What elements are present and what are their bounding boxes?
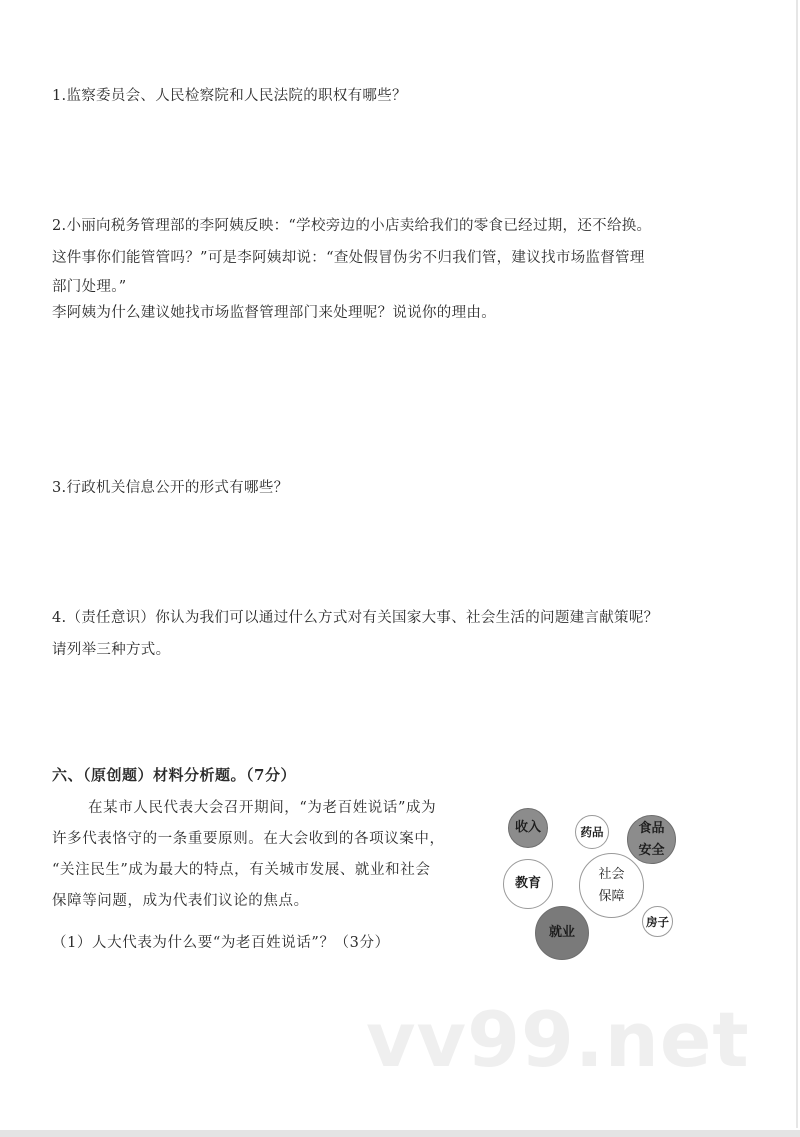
bubble-income xyxy=(508,808,548,848)
bubble-employment xyxy=(535,906,589,960)
page-bottom-edge xyxy=(0,1130,800,1137)
bubble-label-line: 社会 xyxy=(598,866,625,882)
bubble-label-line: 保障 xyxy=(598,888,625,904)
bubble-medicine xyxy=(575,815,609,849)
question-text: 行政机关信息公开的形式有哪些？ xyxy=(66,480,289,496)
material-line: 保障等问题，成为代表们议论的焦点。 xyxy=(52,893,309,909)
material-line: 许多代表恪守的一条重要原则。在大会收到的各项议案中， xyxy=(52,831,445,847)
question-1 xyxy=(52,80,407,112)
bubble-social-security xyxy=(579,853,644,918)
bubble-label: 教育 xyxy=(514,876,541,891)
bubble-label: 房子 xyxy=(646,914,669,929)
question-number: 1. xyxy=(52,88,67,104)
material-line: “关注民生”成为最大的特点，有关城市发展、就业和社会 xyxy=(52,862,431,878)
question-text-line: 这件事你们能管管吗？”可是李阿姨却说：“查处假冒伪劣不归我们管，建议找市场监督管理 xyxy=(52,250,645,266)
bubble-education xyxy=(503,859,553,909)
bubble-label xyxy=(638,818,664,862)
material-line: 在某市人民代表大会召开期间，“为老百姓说话”成为 xyxy=(88,800,437,816)
bubble-housing xyxy=(642,906,673,937)
bubble-label-line: 食品 xyxy=(638,820,665,836)
section-6-title: 六、（原创题）材料分析题。（7分） xyxy=(52,766,296,784)
question-prompt: 李阿姨为什么建议她找市场监督管理部门来处理呢？说说你的理由。 xyxy=(52,305,496,321)
question-number: 4. xyxy=(52,610,67,626)
question-3 xyxy=(52,472,288,504)
bubble-label: 就业 xyxy=(548,925,575,940)
question-text-line: 小丽向税务管理部的李阿姨反映：“学校旁边的小店卖给我们的零食已经过期，还不给换。 xyxy=(66,218,652,234)
question-text-line: 请列举三种方式。 xyxy=(52,642,171,658)
bubble-label: 药品 xyxy=(580,825,604,839)
question-text-line: （责任意识）你认为我们可以通过什么方式对有关国家大事、社会生活的问题建言献策呢？ xyxy=(66,610,659,626)
question-4 xyxy=(52,602,658,666)
question-text-line: 部门处理。” xyxy=(52,279,127,295)
bubble-label-line: 安全 xyxy=(638,842,665,858)
watermark-text: vv99.net xyxy=(366,995,750,1084)
question-number: 3. xyxy=(52,480,67,496)
question-2 xyxy=(52,210,651,326)
question-number: 2. xyxy=(52,218,67,234)
section-6-sub-question-1: （1）人大代表为什么要“为老百姓说话”？（3分） xyxy=(52,935,390,951)
bubble-label: 收入 xyxy=(514,820,541,835)
bubble-food-safety xyxy=(627,815,676,864)
question-text: 监察委员会、人民检察院和人民法院的职权有哪些？ xyxy=(66,88,407,104)
livelihood-bubble-diagram xyxy=(495,795,715,965)
section-6-material xyxy=(52,793,492,917)
bubble-label xyxy=(598,864,624,908)
